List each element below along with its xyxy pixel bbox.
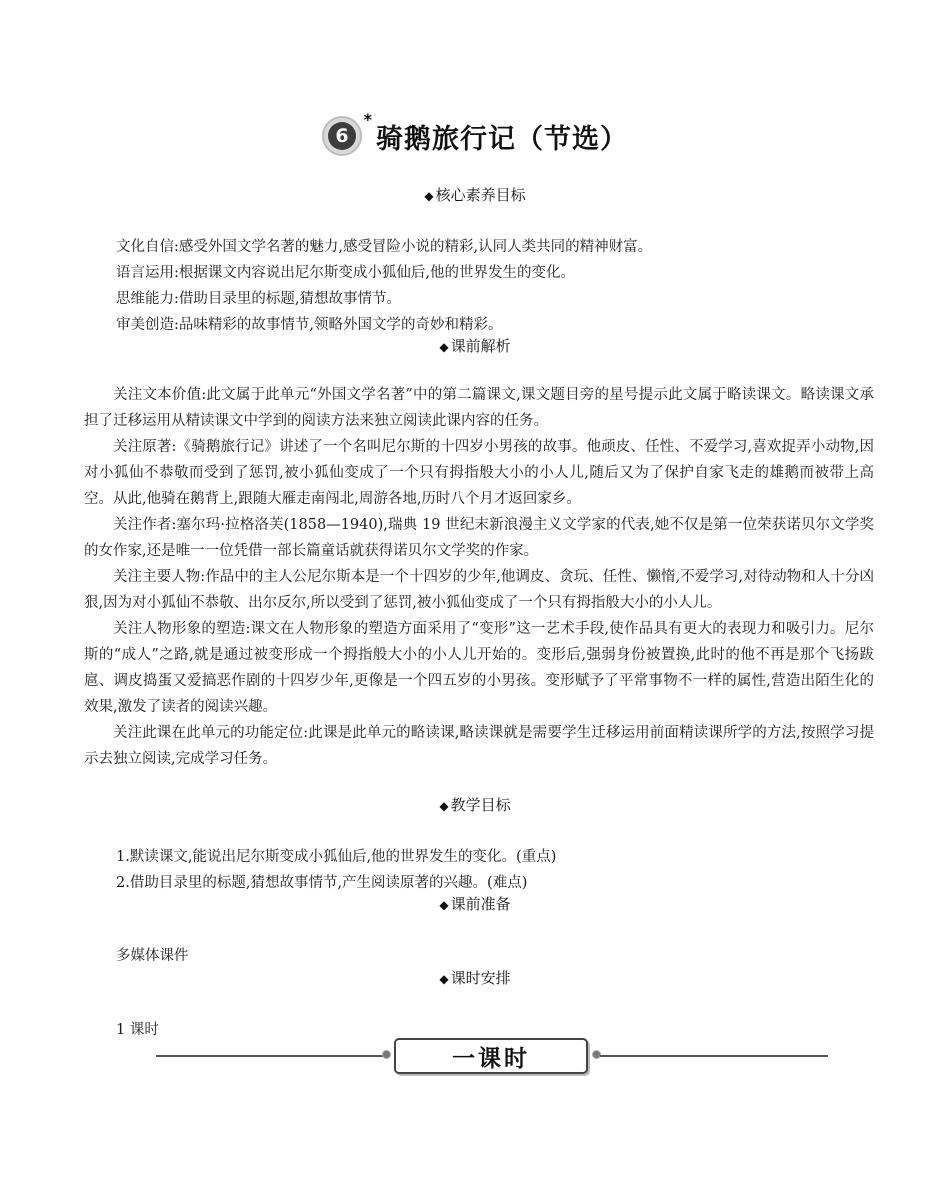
diamond-icon: ◆ [439, 340, 449, 354]
diamond-icon: ◆ [439, 799, 449, 813]
section-core-heading: ◆ 核心素养目标 [424, 186, 526, 204]
core-item: 思维能力:借助目录里的标题,猜想故事情节。 [116, 291, 401, 307]
goal-item: 2.借助目录里的标题,猜想故事情节,产生阅读原著的兴趣。(难点) [116, 875, 528, 891]
core-item: 审美创造:品味精彩的故事情节,领略外国文学的奇妙和精彩。 [116, 317, 503, 333]
analysis-paragraph: 关注主要人物:作品中的主人公尼尔斯本是一个十四岁的少年,他调皮、贪玩、任性、懒惰,不爱学习,对待动物和人十分凶狠,因为对小狐仙不恭敬、出尔反尔,所以受到了惩罚,被小狐仙变成了一个只有拇指般大小的小人儿。 [84, 569, 874, 611]
lesson-number-badge [322, 110, 372, 156]
prep-text: 多媒体课件 [116, 948, 189, 964]
analysis-block [84, 382, 874, 772]
section-schedule-heading: ◆ 课时安排 [439, 969, 511, 987]
core-item: 文化自信:感受外国文学名著的魅力,感受冒险小说的精彩,认同人类共同的精神财富。 [116, 239, 653, 255]
lesson-divider [0, 1036, 950, 1076]
analysis-paragraph: 关注此课在此单元的功能定位:此课是此单元的略读课,略读课就是需要学生迁移运用前面精读课所学的方法,按照学习提示去独立阅读,完成学习任务。 [84, 725, 874, 767]
section-analysis-heading: ◆ 课前解析 [439, 337, 511, 355]
schedule-text: 1 课时 [116, 1022, 159, 1038]
analysis-paragraph: 关注原著:《骑鹅旅行记》讲述了一个名叫尼尔斯的十四岁小男孩的故事。他顽皮、任性、不爱学习,喜欢捉弄小动物,因对小狐仙不恭敬而受到了惩罚,被小狐仙变成了一个只有拇指般大小的小人儿,随后又为了保护自家飞走的雄鹅而被带上高空。从此,他骑在鹅背上,跟随大雁走南闯北,周游各地,历时八个月才返回家乡。 [84, 439, 874, 507]
diamond-icon: ◆ [439, 898, 449, 912]
lesson-title [0, 110, 950, 156]
goal-item: 1.默读课文,能说出尼尔斯变成小狐仙后,他的世界发生的变化。(重点) [116, 849, 557, 865]
section-goals-heading: ◆ 教学目标 [439, 796, 511, 814]
skim-reading-star-icon: * [363, 110, 372, 129]
core-item: 语言运用:根据课文内容说出尼尔斯变成小狐仙后,他的世界发生的变化。 [116, 265, 575, 281]
divider-line-left [156, 1055, 386, 1057]
section-prep-heading: ◆ 课前准备 [439, 895, 511, 913]
divider-line-right [600, 1055, 828, 1057]
lesson-number: 6 [328, 122, 356, 150]
divider-dot-left [382, 1050, 391, 1059]
analysis-paragraph: 关注人物形象的塑造:课文在人物形象的塑造方面采用了“变形”这一艺术手段,使作品具有更大的表现力和吸引力。尼尔斯的“成人”之路,就是通过被变形成一个拇指般大小的小人儿开始的。变形后,强弱身份被置换,此时的他不再是那个飞扬跋扈、调皮捣蛋又爱搞恶作剧的十四岁少年,更像是一个四五岁的小男孩。变形赋予了平常事物不一样的属性,营造出陌生化的效果,激发了读者的阅读兴趣。 [84, 621, 874, 715]
analysis-paragraph: 关注作者:塞尔玛·拉格洛芙(1858—1940),瑞典 19 世纪末新浪漫主义文学家的代表,她不仅是第一位荣获诺贝尔文学奖的女作家,还是唯一一位凭借一部长篇童话就获得诺贝尔文学奖的作家。 [84, 517, 874, 559]
diamond-icon: ◆ [439, 972, 449, 986]
diamond-icon: ◆ [424, 189, 434, 203]
lesson-label: 一课时 [394, 1038, 588, 1074]
analysis-paragraph: 关注文本价值:此文属于此单元“外国文学名著”中的第二篇课文,课文题目旁的星号提示此文属于略读课文。略读课文承担了迁移运用从精读课文中学到的阅读方法来独立阅读此课内容的任务。 [84, 387, 874, 429]
lesson-title-text: 骑鹅旅行记（节选） [376, 123, 628, 155]
